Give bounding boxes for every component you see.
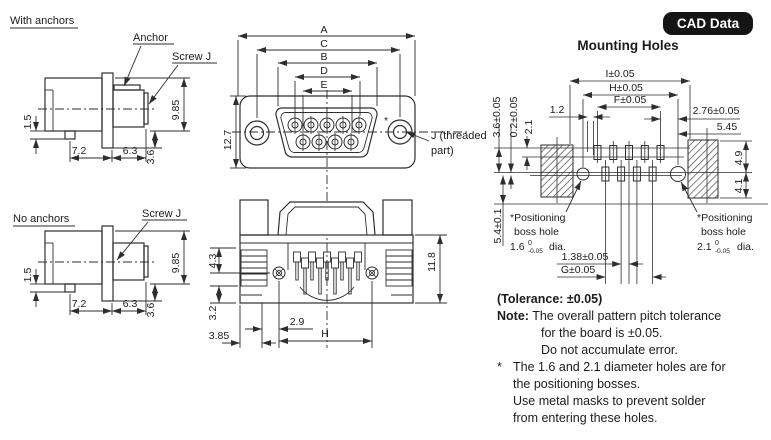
note-text-1: The overall pattern pitch tolerance <box>532 309 722 323</box>
dim-1_38: 1.38±0.05 <box>561 251 609 263</box>
tolerance-note: (Tolerance: ±0.05) <box>497 292 603 306</box>
boss-hole-right <box>671 167 686 182</box>
boss-left-dia: dia. <box>549 241 566 253</box>
boss-right-value: 2.1 <box>697 241 712 253</box>
dim-2_76: 2.76±0.05 <box>692 105 740 117</box>
boss-left-line1: *Positioning <box>510 212 566 224</box>
mounting-holes-pattern <box>491 68 768 284</box>
dim-C: C <box>320 38 328 50</box>
anchor-label: Anchor <box>133 32 168 44</box>
dim-1_2: 1.2 <box>549 104 565 116</box>
screw-j-label: Screw J <box>142 208 182 220</box>
dim-5_45: 5.45 <box>716 121 738 133</box>
note-label: Note: <box>497 309 529 323</box>
note-line-1 <box>497 308 769 325</box>
dim-6_3: 6.3 <box>122 145 138 157</box>
dim-I: I±0.05 <box>605 68 635 80</box>
dim-7_2: 7.2 <box>71 298 87 310</box>
side-view-with-anchors <box>10 15 217 164</box>
dim-D: D <box>320 65 328 77</box>
boss-right-line2: boss hole <box>701 226 746 238</box>
front-view <box>222 24 487 348</box>
notes-block <box>497 291 769 427</box>
with-anchors-label: With anchors <box>10 15 75 27</box>
dim-3_2: 3.2 <box>207 305 219 321</box>
boss-right-tol-sup: 0 <box>715 240 719 247</box>
cad-data-badge[interactable]: CAD Data <box>664 13 752 34</box>
dim-B: B <box>320 51 328 63</box>
j-threaded-label-1: J (threaded <box>431 130 487 142</box>
dim-H: H±0.05 <box>609 82 643 94</box>
dim-E: E <box>320 79 328 91</box>
dim-2_1: 2.1 <box>523 119 535 135</box>
boss-left-tol-sub: -0.05 <box>528 248 543 255</box>
boss-right-line1: *Positioning <box>697 212 753 224</box>
boss-left-value: 1.6 <box>510 241 525 253</box>
j-threaded-label-2: part) <box>431 145 454 157</box>
boss-callout-left <box>510 212 566 255</box>
star-text-1: The 1.6 and 2.1 diameter holes are for <box>513 360 726 374</box>
dim-4_9: 4.9 <box>733 150 745 166</box>
boss-rear-right <box>366 267 378 279</box>
no-anchors-label: No anchors <box>13 213 70 225</box>
note-line-3: Do not accumulate error. <box>541 343 678 357</box>
star-note-line-3: Use metal masks to prevent solder <box>513 394 706 408</box>
dim-4_3: 4.3 <box>207 253 219 269</box>
dim-A: A <box>320 24 328 36</box>
screw-j-label: Screw J <box>172 51 212 63</box>
dim-5_4: 5.4±0.1 <box>492 208 504 244</box>
dim-3_85: 3.85 <box>208 330 230 342</box>
star-mark: * <box>497 360 502 374</box>
dim-4_1: 4.1 <box>733 178 745 194</box>
star-note-line-1 <box>497 359 769 376</box>
dim-11_8: 11.8 <box>426 252 438 272</box>
boss-right-tol-sub: -0.05 <box>715 248 730 255</box>
solder-pins <box>294 252 362 300</box>
star-note-line-2: the positioning bosses. <box>513 377 641 391</box>
dim-3_6: 3.6 <box>145 302 157 318</box>
dim-F: F±0.05 <box>613 94 647 106</box>
dim-2_9: 2.9 <box>289 316 305 328</box>
dim-6_3: 6.3 <box>122 298 138 310</box>
dim-1_5: 1.5 <box>22 267 34 283</box>
dim-9_85: 9.85 <box>170 252 182 274</box>
dim-0_2: 0.2±0.05 <box>508 96 520 138</box>
dim-12_7: 12.7 <box>222 129 234 151</box>
dim-H: H <box>321 328 329 340</box>
land-pad-right <box>688 140 718 198</box>
boss-hole-left <box>577 168 589 180</box>
boss-callout-right <box>697 212 754 255</box>
boss-left-tol-sup: 0 <box>528 240 532 247</box>
star-note-line-4: from entering these holes. <box>513 411 658 425</box>
boss-left-line2: boss hole <box>514 226 559 238</box>
boss-right-dia: dia. <box>737 241 754 253</box>
dim-7_2: 7.2 <box>71 145 87 157</box>
dim-9_85: 9.85 <box>170 99 182 121</box>
asterisk-mark: * <box>384 115 389 127</box>
dim-3_6: 3.6 <box>145 149 157 165</box>
note-line-2: for the board is ±0.05. <box>541 326 663 340</box>
dim-G: G±0.05 <box>560 264 596 276</box>
boss-rear-left <box>273 267 285 279</box>
dim-3_6-pattern: 3.6±0.05 <box>491 96 503 138</box>
mounting-holes-title: Mounting Holes <box>577 38 679 53</box>
dim-1_5: 1.5 <box>22 114 34 130</box>
side-view-no-anchors <box>13 208 190 317</box>
